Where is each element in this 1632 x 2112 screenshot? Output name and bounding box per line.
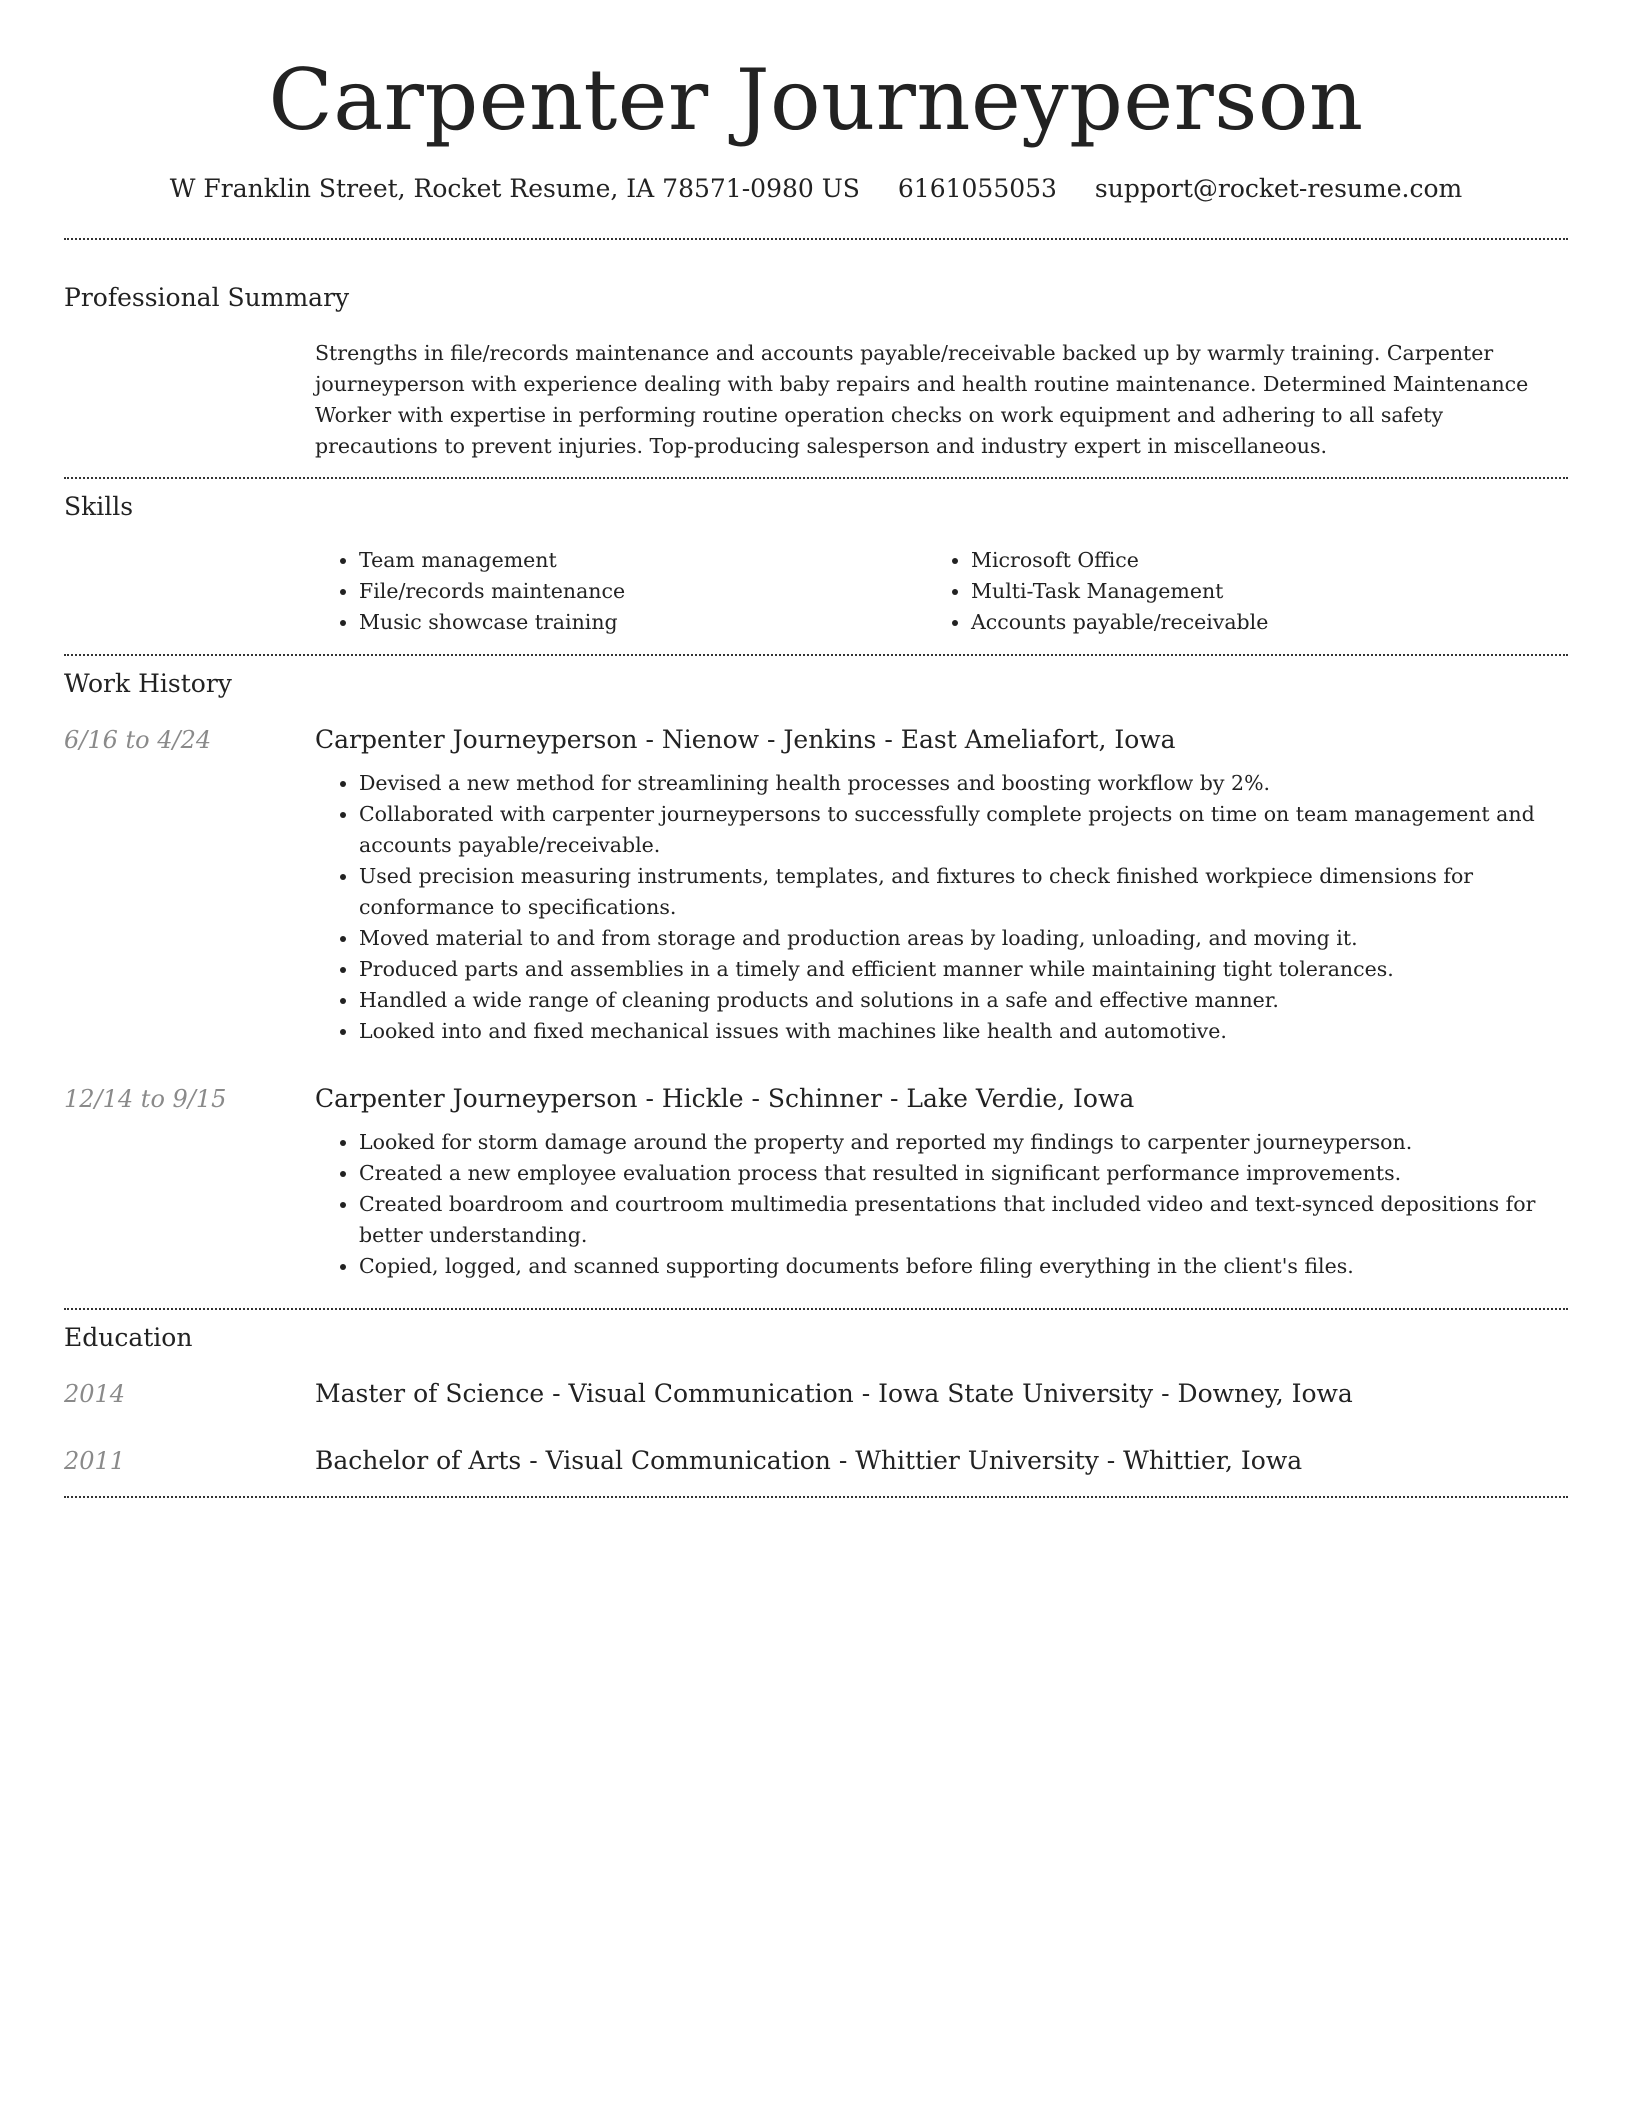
education-degree: Bachelor of Arts - Visual Communication xyxy=(315,1446,831,1475)
job-heading xyxy=(315,722,1555,758)
section-title-skills: Skills xyxy=(64,492,134,521)
job-bullet: • Copied, logged, and scanned supporting documents before filing everything in the client's files. xyxy=(359,1251,1555,1282)
section-title-education: Education xyxy=(64,1323,193,1352)
job-dates: 6/16 to 4/24 xyxy=(64,726,212,754)
contact-email: support@rocket-resume.com xyxy=(1094,174,1463,203)
job-bullet: • Used precision measuring instruments, templates, and fixtures to check finished workpiece dimensions for conformance to specifications. xyxy=(359,861,1555,923)
job-employer-location: - Nienow - Jenkins - East Ameliafort, Iowa xyxy=(637,725,1176,754)
job-bullet: • Looked into and fixed mechanical issues with machines like health and automotive. xyxy=(359,1016,1555,1047)
job-entry xyxy=(315,722,1555,1047)
summary-text: Strengths in file/records maintenance and accounts payable/receivable backed up by warmly training. Carpenter journeyperson with experience dealing with baby repairs and health routine maintenance. Determined Maintenance Worker with expertise in performing routine operation checks on work equipment and adhering to all safety precautions to prevent injuries. Top-producing salesperson and industry expert in miscellaneous. xyxy=(315,341,1529,458)
contact-line xyxy=(0,170,1632,208)
job-bullet: • Created boardroom and courtroom multimedia presentations that included video and text-synced depositions for better understanding. xyxy=(359,1189,1555,1251)
job-bullet: • Created a new employee evaluation process that resulted in significant performance improvements. xyxy=(359,1158,1555,1189)
divider xyxy=(64,238,1568,240)
job-dates: 12/14 to 9/15 xyxy=(64,1085,227,1113)
education-degree: Master of Science - Visual Communication xyxy=(315,1379,854,1408)
job-heading xyxy=(315,1081,1555,1117)
job-bullet: • Moved material to and from storage and production areas by loading, unloading, and moving it. xyxy=(359,923,1555,954)
job-employer-location: - Hickle - Schinner - Lake Verdie, Iowa xyxy=(637,1084,1135,1113)
job-bullet: • Produced parts and assemblies in a timely and efficient manner while maintaining tight tolerances. xyxy=(359,954,1555,985)
skill-item: • Accounts payable/receivable xyxy=(971,607,1531,638)
education-year: 2011 xyxy=(64,1447,126,1475)
skill-item: • Team management xyxy=(359,545,919,576)
contact-phone: 6161055053 xyxy=(897,174,1057,203)
divider xyxy=(64,477,1568,479)
job-title: Carpenter Journeyperson xyxy=(315,725,638,754)
education-year: 2014 xyxy=(64,1380,126,1408)
job-bullet: • Looked for storm damage around the property and reported my findings to carpenter journeyperson. xyxy=(359,1127,1555,1158)
job-bullet: • Devised a new method for streamlining health processes and boosting workflow by 2%. xyxy=(359,768,1555,799)
skill-item: • Multi-Task Management xyxy=(971,576,1531,607)
job-bullet: • Collaborated with carpenter journeypersons to successfully complete projects on time on team management and accounts payable/receivable. xyxy=(359,799,1555,861)
skills-block xyxy=(315,545,1555,641)
job-bullets xyxy=(315,768,1555,1047)
section-title-summary: Professional Summary xyxy=(64,283,350,312)
skill-item: • Microsoft Office xyxy=(971,545,1531,576)
divider xyxy=(64,1496,1568,1498)
section-title-work: Work History xyxy=(64,669,232,698)
skills-list-left xyxy=(315,545,919,638)
resume-name: Carpenter Journeyperson xyxy=(268,51,1364,149)
education-school: - Iowa State University - Downey, Iowa xyxy=(853,1379,1353,1408)
divider xyxy=(64,1308,1568,1310)
summary-block xyxy=(315,338,1555,462)
job-entry xyxy=(315,1081,1555,1282)
education-entry xyxy=(315,1443,1302,1479)
job-bullet: • Handled a wide range of cleaning products and solutions in a safe and effective manner. xyxy=(359,985,1555,1016)
divider xyxy=(64,654,1568,656)
skill-item: • Music showcase training xyxy=(359,607,919,638)
job-title: Carpenter Journeyperson xyxy=(315,1084,638,1113)
education-school: - Whittier University - Whittier, Iowa xyxy=(830,1446,1303,1475)
skill-item: • File/records maintenance xyxy=(359,576,919,607)
education-entry xyxy=(315,1376,1353,1412)
skills-list-right xyxy=(927,545,1531,638)
contact-address: W Franklin Street, Rocket Resume, IA 78571-0980 US xyxy=(169,174,860,203)
job-bullets xyxy=(315,1127,1555,1282)
